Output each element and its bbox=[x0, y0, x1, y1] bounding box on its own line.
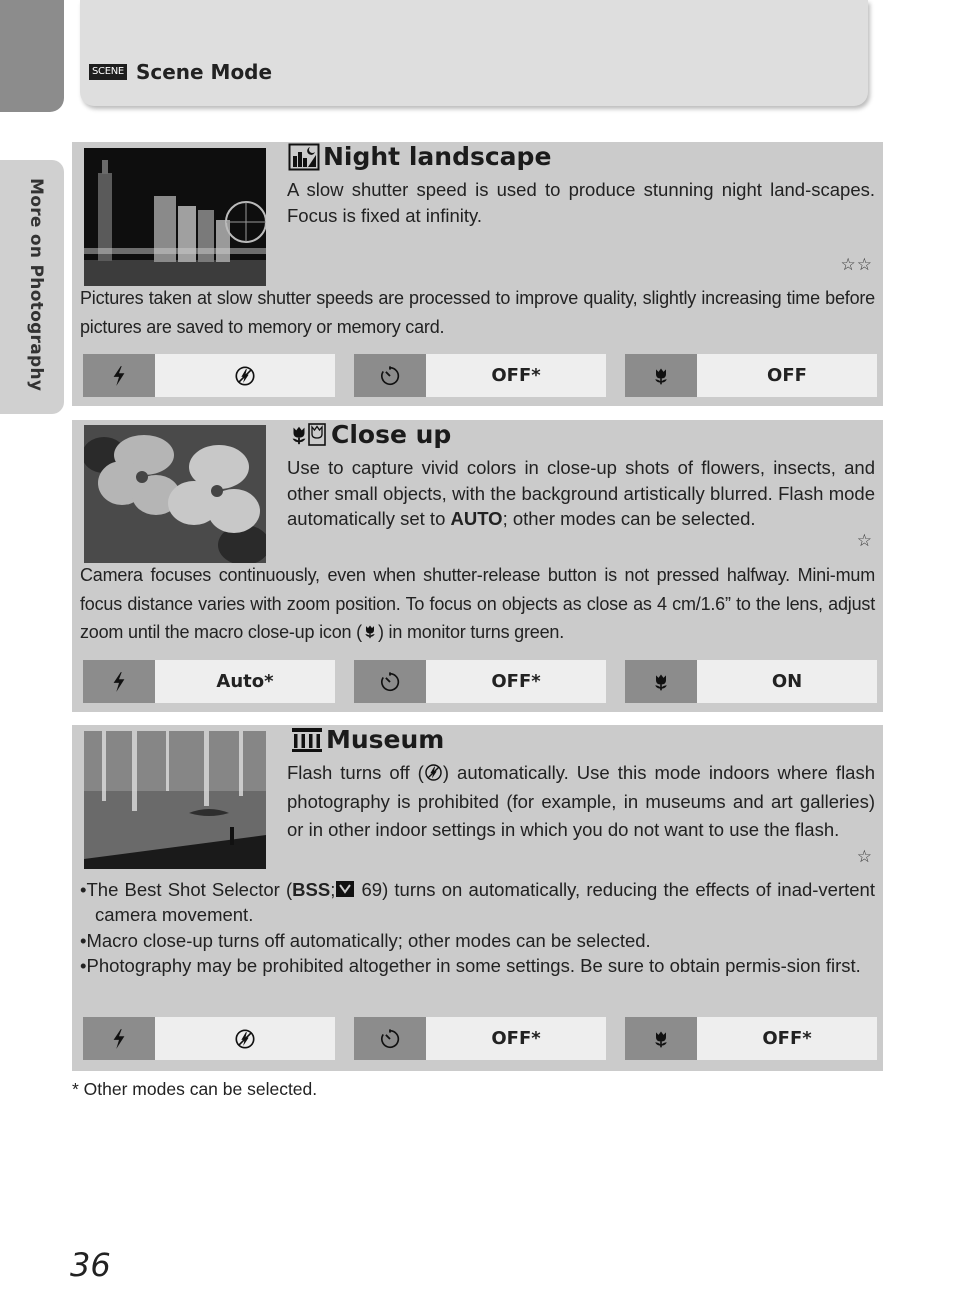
self-timer-cell bbox=[354, 660, 426, 703]
self-timer-icon bbox=[379, 365, 401, 387]
night-landscape-settings bbox=[83, 354, 877, 397]
museum-bullet-bss: •The Best Shot Selector (BSS; 69) turns on automatically, reducing the effects of inad-vertent camera movement. bbox=[80, 879, 875, 926]
close-up-description: Use to capture vivid colors in close-up shots of flowers, insects, and other small objects, with the background artistically blurred. Flash mode automatically set to AUTO; other modes can be selected. bbox=[287, 457, 875, 529]
museum-icon bbox=[291, 727, 323, 753]
flash-icon bbox=[110, 1028, 128, 1050]
museum-title-text: Museum bbox=[326, 725, 445, 754]
close-up-icon bbox=[288, 421, 328, 449]
night-landscape-note: Pictures taken at slow shutter speeds are processed to improve quality, slightly increasing time before pictures are saved to memory or memory card. bbox=[80, 288, 875, 337]
night-landscape-title-text: Night landscape bbox=[323, 142, 552, 171]
flash-off-icon bbox=[234, 365, 256, 387]
self-timer-value: OFF* bbox=[426, 1017, 606, 1060]
close-up-settings bbox=[83, 660, 877, 703]
header-panel bbox=[80, 0, 868, 106]
night-landscape-photo bbox=[84, 148, 266, 286]
museum-section bbox=[72, 725, 883, 1071]
macro-value: OFF bbox=[697, 354, 877, 397]
page-title: Scene Mode bbox=[135, 60, 273, 84]
macro-icon bbox=[651, 671, 671, 693]
footnote: * Other modes can be selected. bbox=[72, 1079, 318, 1099]
self-timer-value: OFF* bbox=[426, 660, 606, 703]
side-thumb-tab bbox=[0, 0, 64, 112]
flash-mode-cell bbox=[83, 1017, 155, 1060]
flash-mode-value bbox=[155, 354, 335, 397]
self-timer-cell bbox=[354, 354, 426, 397]
macro-value: ON bbox=[697, 660, 877, 703]
page-number: 36 bbox=[70, 1246, 111, 1284]
museum-bullets bbox=[80, 877, 875, 978]
self-timer-cell bbox=[354, 1017, 426, 1060]
museum-stars: ☆ bbox=[856, 847, 873, 867]
museum-bullet-macro: •Macro close-up turns off automatically; other modes can be selected. bbox=[80, 929, 651, 951]
night-landscape-icon bbox=[288, 143, 320, 171]
flash-mode-value bbox=[155, 1017, 335, 1060]
flash-off-icon bbox=[234, 1028, 256, 1050]
museum-photo bbox=[84, 731, 266, 869]
macro-cell bbox=[625, 660, 697, 703]
close-up-photo bbox=[84, 425, 266, 563]
chapter-tab-label: More on Photography bbox=[26, 178, 46, 392]
close-up-note: Camera focuses continuously, even when shutter-release button is not pressed halfway. Mini-mum focus distance varies with zoom position. To focus on objects as close as 4 cm/1.6” to the lens, adjust zoom until the macro close-up icon ( ) in monitor turns green. bbox=[80, 565, 875, 642]
night-landscape-stars: ☆☆ bbox=[840, 255, 873, 275]
close-up-title bbox=[288, 420, 451, 449]
flash-off-inline-icon bbox=[424, 763, 443, 782]
macro-icon bbox=[651, 365, 671, 387]
museum-bullet-permission: •Photography may be prohibited altogether in some settings. Be sure to obtain permis-sion first. bbox=[80, 954, 861, 976]
flash-mode-cell bbox=[83, 660, 155, 703]
macro-cell bbox=[625, 1017, 697, 1060]
flash-icon bbox=[110, 671, 128, 693]
macro-inline-icon bbox=[362, 623, 378, 640]
museum-description: Flash turns off ( ) automatically. Use this mode indoors where flash photography is prohibited (for example, in museums and art galleries) or in other indoor settings in which you do not want to use the flash. bbox=[287, 762, 876, 840]
scene-badge-icon: SCENE bbox=[89, 64, 127, 80]
close-up-stars: ☆ bbox=[856, 531, 873, 551]
museum-settings bbox=[83, 1017, 877, 1060]
flash-mode-value: Auto* bbox=[155, 660, 335, 703]
close-up-section bbox=[72, 420, 883, 712]
night-landscape-title bbox=[288, 142, 551, 171]
night-landscape-description: A slow shutter speed is used to produce stunning night land-scapes. Focus is fixed at infinity. bbox=[287, 179, 875, 226]
macro-value: OFF* bbox=[697, 1017, 877, 1060]
macro-cell bbox=[625, 354, 697, 397]
self-timer-value: OFF* bbox=[426, 354, 606, 397]
self-timer-icon bbox=[379, 671, 401, 693]
self-timer-icon bbox=[379, 1028, 401, 1050]
page-reference-icon bbox=[335, 880, 355, 898]
header-title-line bbox=[89, 60, 272, 84]
flash-mode-cell bbox=[83, 354, 155, 397]
museum-title bbox=[288, 725, 444, 754]
macro-icon bbox=[651, 1028, 671, 1050]
night-landscape-section bbox=[72, 142, 883, 406]
close-up-title-text: Close up bbox=[331, 420, 452, 449]
